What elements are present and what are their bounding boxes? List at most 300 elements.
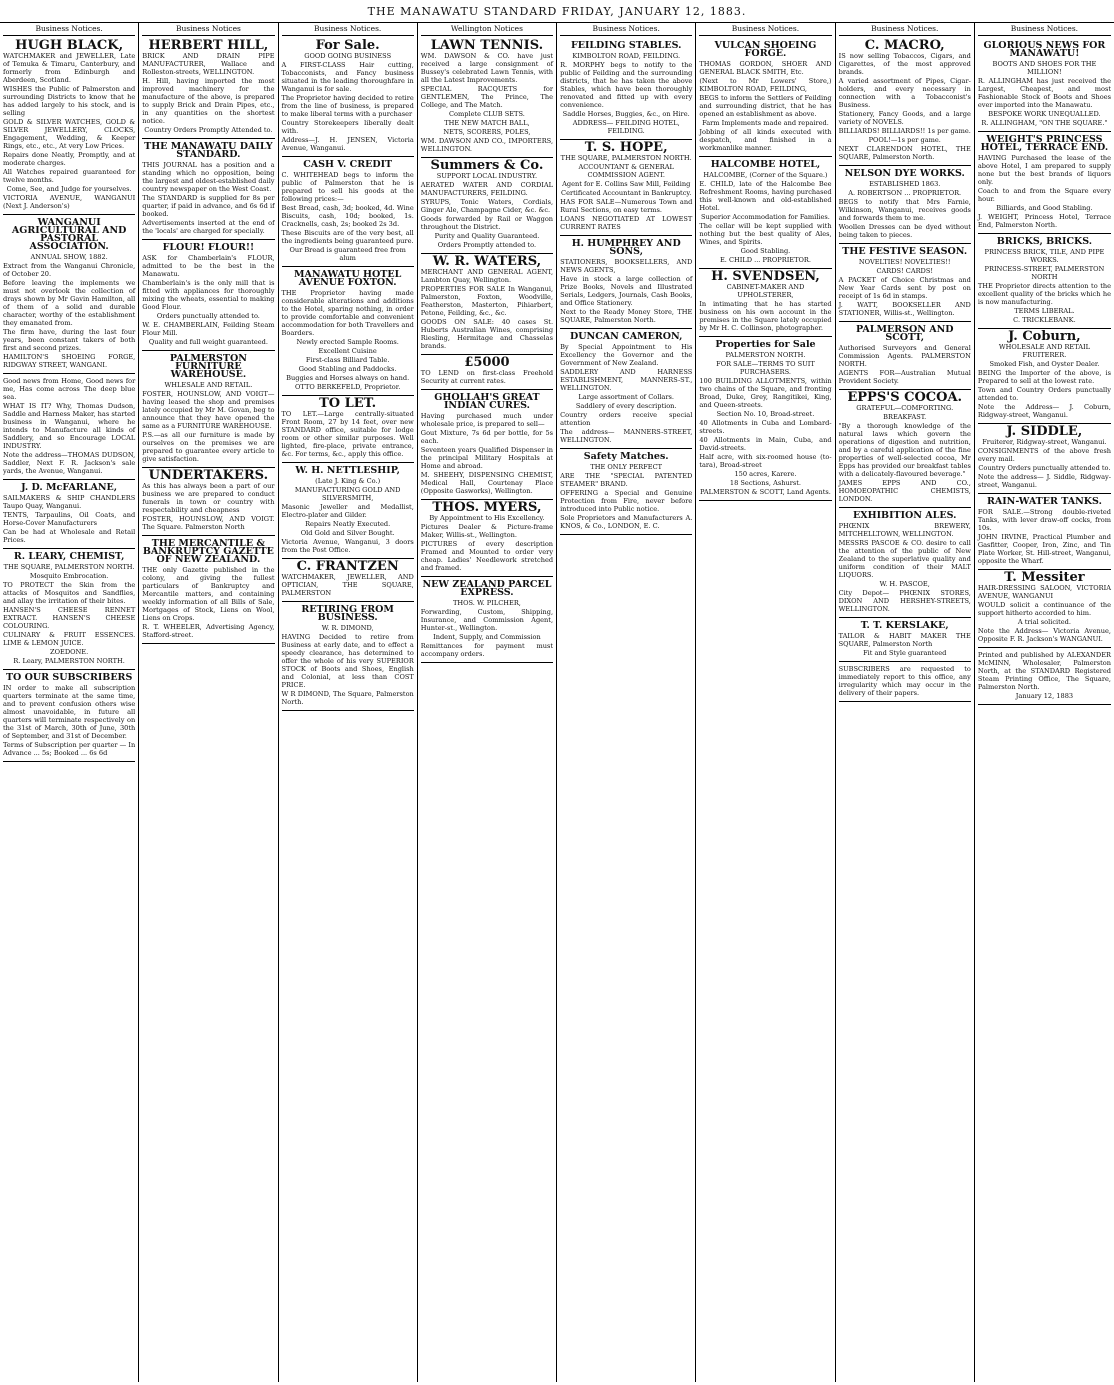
ad-text: HAVING Decided to retire from Business at early date, and to effect a speedy clearance, has determined to offer the whole of his very SUPERIOR STOCK of Boots and Shoes, English and Colonial, at less than COST PRICE. (281, 633, 414, 689)
column-header: Business Notices. (978, 23, 1111, 36)
column-header: Business Notices. (699, 23, 831, 36)
ad-text: THE SQUARE, PALMERSTON NORTH. (560, 154, 692, 162)
ad-text: Certificated Accountant in Bankruptcy. (561, 189, 692, 197)
advertisement (282, 602, 414, 711)
ad-title: PALMERSON AND SCOTT, (855, 324, 954, 343)
advertisement (978, 648, 1111, 705)
ad-text: Country Orders Promptly Attended to. (144, 126, 273, 134)
ad-title: J. Coburn, (1008, 329, 1081, 344)
advertisement (282, 267, 414, 396)
ad-text: Orders Promptly attended to. (437, 241, 537, 249)
ad-text: HANSEN'S CHEESE RENNET EXTRACT. HANSEN'S CHEESE COLOURING. (3, 606, 136, 630)
ad-text: ASK for Chamberlain's FLOUR, admitted to be the best in the Manawatu. (142, 254, 275, 278)
column-header: Business Notices. (839, 23, 971, 36)
ad-title: J. D. McFARLANE, (21, 482, 118, 493)
ad-text: AERATED WATER AND CORDIAL MANUFACTURERS, FEILDING. (420, 181, 554, 197)
ad-text: Country Storekeepers liberally dealt with. (281, 119, 414, 135)
ad-text: Fruiterer, Ridgway-street, Wanganui. (982, 438, 1107, 446)
ad-text: TO LEND on first-class Freehold Security at current rates. (420, 369, 554, 385)
ad-text: Billiards, and Good Stabling. (996, 204, 1093, 212)
ad-text: MANUFACTURING GOLD AND SILVERSMITH, (294, 486, 401, 502)
ad-text: Extract from the Wanganui Chronicle, of October 20. (3, 262, 136, 278)
advertisement (560, 449, 692, 535)
ad-title: HALCOMBE HOTEL, (710, 159, 821, 170)
ad-text: Mosquito Embrocation. (29, 572, 109, 580)
advertisement (421, 38, 553, 158)
ad-title: WANGANUI AGRICULTURAL AND PASTORAL ASSOCIATION. (11, 217, 127, 252)
ad-text: STATIONERS, BOOKSELLERS, AND NEWS AGENTS, (560, 258, 693, 274)
advertisement (142, 468, 274, 536)
ad-text: Victoria Avenue, Wanganui, 3 doors from the Post Office. (281, 538, 414, 554)
ad-text: PHŒNIX BREWERY, MITCHELLTOWN, WELLINGTON. (838, 522, 971, 538)
ad-title: FEILDING STABLES. (570, 40, 682, 51)
ad-text: THE only Gazette published in the colony, and giving the fullest particulars of Bankruptcy and Mercantile matters, and containing weekly information of all Bills of Sale, Mortgages of Stock, Liens on Wool, Liens on Crops. (142, 566, 275, 622)
ad-text: WM. DAWSON & CO. have just received a large consignment of Bussey's celebrated Lawn Tennis, with all the Latest Improvements. (420, 52, 554, 84)
ad-text: R. T. WHEELER, Advertising Agency, Stafford-street. (142, 623, 275, 639)
ad-text: BRICK AND DRAIN PIPE MANUFACTURER, Wallace and Rolleston-streets, WELLINGTON. (142, 52, 275, 76)
ad-text: By Special Appointment to His Excellency the Governor and the Government of New Zealand. (560, 343, 693, 367)
ad-title: Safety Matches. (583, 451, 669, 462)
ad-title: UNDERTAKERS. (148, 468, 269, 483)
ad-text: E. CHILD ... PROPRIETOR. (719, 256, 811, 264)
ad-text: THE ONLY PERFECT (590, 463, 663, 471)
ad-text: Best Bread, cash, 3d; booked, 4d. Wine Biscuits, cash, 10d; booked, 1s. Cracknells, cash, 2s; booked 2s 3d. (281, 204, 414, 228)
ad-text: NOVELTIES! NOVELTIES!! (858, 258, 951, 266)
ad-text: FOSTER, HOUNSLOW, AND VOIGT—having leased the shop and premises lately occupied by Mr M. Govan, beg to announce that they have opened the same as a FURNITURE WAREHOUSE. (142, 390, 275, 430)
ad-text: HAVING Purchased the lease of the above Hotel, I am prepared to supply none but the best brands of liquors only. (977, 154, 1111, 186)
ad-text: Printed and published by ALEXANDER McMINN, Wholesaler, Palmerston North, at the STANDARD Registered Steam Printing Office, The Square, Palmerston North. (977, 651, 1111, 691)
ad-text: Large assortment of Collars. (578, 393, 674, 401)
ad-text: Town and Country Orders punctually attended to. (977, 386, 1111, 402)
advertisement (142, 240, 274, 351)
ad-title: NEW ZEALAND PARCEL EXPRESS. (422, 579, 552, 598)
advertisement (978, 38, 1111, 132)
ad-text: THE NEW MATCH BALL, (444, 119, 530, 127)
ad-text: PRINCESS BRICK, TILE, AND PIPE WORKS. (984, 248, 1105, 264)
ad-text: SADDLERY AND HARNESS ESTABLISHMENT, MANNERS-ST., WELLINGTON. (560, 368, 693, 392)
ad-title: T. Messiter (1004, 570, 1085, 585)
ad-title: T. T. KERSLAKE, (860, 620, 949, 631)
column-1 (0, 23, 139, 1382)
ad-text: HALCOMBE, (Corner of the Square.) (703, 171, 828, 179)
ad-text: ESTABLISHED 1863. (869, 180, 941, 188)
advertisement (699, 269, 831, 337)
ad-text: Masonic Jeweller and Medallist, Electro-plater and Gilder. (281, 503, 414, 519)
ad-text: GOOD GOING BUSINESS (304, 52, 392, 60)
column-2 (139, 23, 278, 1382)
ad-text: TAILOR & HABIT MAKER THE SQUARE, Palmerston North (838, 632, 971, 648)
advertisement (282, 463, 414, 559)
advertisement (421, 390, 553, 500)
ad-title: PALMERSTON FURNITURE WAREHOUSE. (169, 353, 247, 380)
ad-text: City Depot— PHŒNIX STORES, DIXON AND HERSHEY-STREETS, WELLINGTON. (838, 589, 971, 613)
ad-text: 100 BUILDING ALLOTMENTS, within two chains of the Square, and fronting Broad, Duke, Grey, Rangitikei, King, and Queen-streets. (699, 377, 832, 409)
ad-text: ACCOUNTANT & GENERAL COMMISSION AGENT. (578, 163, 674, 179)
ad-text: Buggies and Horses always on hand. (286, 374, 410, 382)
ad-text: ARE THE "SPECIAL PATENTED STEAMER" BRAND. (560, 472, 693, 488)
ad-text: 40 Allotments in Main, Cuba, and David-streets. (699, 436, 832, 452)
column-7 (836, 23, 975, 1382)
ad-text: ANNUAL SHOW, 1882. (30, 253, 108, 261)
ad-text: The firm have, during the last four years, been constant takers of both first and second prizes. (3, 328, 136, 352)
advertisement (3, 670, 135, 762)
ad-text: Chamberlain's is the only mill that is fitted with appliances for thoroughly mixing the wheats, essential to making Good Flour. (142, 279, 275, 311)
ad-text: 150 acres, Karere. (734, 470, 797, 478)
ad-text: R. ALLINGHAM, "ON THE SQUARE." (981, 119, 1108, 127)
advertisement (699, 157, 831, 269)
ad-text: THOS. W. PILCHER, (452, 599, 521, 607)
ad-text: Note the address—THOMAS DUDSON, Saddler, Next F. R. Jackson's sale yards, the Avenue, Wanganui. (3, 451, 136, 475)
column-6 (696, 23, 835, 1382)
ad-title: W. H. NETTLESHIP, (295, 465, 400, 476)
ad-title: WEIGHT'S PRINCESS HOTEL, TERRACE END. (980, 134, 1109, 153)
advertisement (3, 480, 135, 549)
column-header: Wellington Notices (421, 23, 553, 36)
column-5 (557, 23, 696, 1382)
ad-text: Country orders receive special attention (560, 411, 693, 427)
ad-text: NETS, SCORERS, POLES, (443, 128, 531, 136)
ad-title: W. R. WATERS, (432, 254, 542, 269)
ad-text: Coach to and from the Square every hour. (977, 187, 1111, 203)
ad-text: GRATEFUL—COMFORTING. (856, 404, 954, 412)
ad-text: J. WEIGHT, Princess Hotel, Terrace End, Palmerston North. (977, 213, 1111, 229)
ad-title: BRICKS, BRICKS. (996, 236, 1093, 247)
ad-text: H. Hill, having imported the most improved machinery for the manufacture of the above, is prepared to supply Brick and Drain Pipes, etc., in any quantities on the shortest notice. (142, 77, 275, 125)
ad-text: THOMAS GORDON, SHOER AND GENERAL BLACK SMITH, Etc. (699, 60, 832, 76)
ad-title: Properties for Sale (715, 339, 816, 350)
ad-text: Woollen Dresses can be dyed without being taken to pieces. (838, 223, 971, 239)
ad-text: A varied assortment of Pipes, Cigar-holders, and every necessary in connection with a Tobacconist's Business. (838, 77, 971, 109)
ad-text: CARDS! CARDS! (876, 267, 933, 275)
ad-title: EPPS'S COCOA. (847, 390, 963, 405)
advertisement (421, 158, 553, 254)
ad-text: Quality and full weight guaranteed. (148, 338, 268, 346)
ad-text: Half acre, with six-roomed house (to-tara), Broad-street (699, 453, 832, 469)
ad-text: Good Stabling and Paddocks. (298, 365, 397, 373)
ad-text: W. H. PASCOE, (879, 580, 930, 588)
ad-title: CASH V. CREDIT (303, 159, 393, 170)
column-4 (418, 23, 557, 1382)
ad-text: PROPERTIES FOR SALE In Wanganui, Palmerston, Foxton, Woodville, Featherston, Masterton, Pihiarbert, Petone, Feilding, &c., &c. (420, 285, 554, 317)
advertisement (560, 236, 692, 329)
masthead: THE MANAWATU STANDARD FRIDAY, JANUARY 12, 1883. (0, 0, 1114, 23)
ad-text: Authorised Surveyors and General Commission Agents. PALMERSTON NORTH. (838, 344, 971, 368)
ad-text: Saddlery of every description. (575, 402, 677, 410)
ad-text: The Proprietor having decided to retire from the line of business, is prepared to make liberal terms with a purchaser (281, 94, 414, 118)
advertisement (421, 500, 553, 577)
ad-text: Smoked Fish, and Oyster Dealer. (989, 360, 1100, 368)
ad-text: HAS FOR SALE—Numerous Town and Rural Sections, on easy terms. (560, 198, 693, 214)
ad-text: Superior Accommodation for Families. (701, 213, 830, 221)
ad-text: POOL!—1s per game. (868, 136, 941, 144)
ad-text: These Biscuits are of the very best, all the ingredients being guaranteed pure. (281, 229, 414, 245)
advertisement (282, 38, 414, 157)
ad-text: Gout Mixture, 7s 6d per bottle, for 5s each. (420, 429, 554, 445)
ad-text: SPECIAL RACQUETS for GENTLEMEN, The Prince, The College, and The Match. (420, 85, 554, 109)
ad-text: KIMBOLTON ROAD, FEILDING. (572, 52, 681, 60)
ad-text: W R DIMOND, The Square, Palmerston North. (281, 690, 414, 706)
ad-text: THE Proprietor having made considerable alterations and additions to the Hotel, sparing nothing, in order to provide comfortable and convenient accommodation for both Travellers and Boarders. (281, 289, 414, 337)
advertisement (839, 166, 971, 244)
ad-text: CULINARY & FRUIT ESSENCES. LIME & LEMON JUICE. (3, 631, 136, 647)
ad-text: SUPPORT LOCAL INDUSTRY. (436, 172, 538, 180)
ad-text: Good Stabling. (740, 247, 791, 255)
ad-text: First-class Billiard Table. (305, 356, 390, 364)
ad-title: VULCAN SHOEING FORGE. (714, 40, 817, 59)
advertisement (421, 577, 553, 663)
ad-title: Summers & Co. (430, 158, 544, 173)
ad-text: BOOTS AND SHOES FOR THE MILLION! (992, 60, 1097, 76)
ad-text: PRINCESS-STREET, PALMERSTON NORTH (984, 265, 1105, 281)
ad-text: IS now selling Tobaccos, Cigars, and Cigarettes, of the most approved brands. (838, 52, 971, 76)
ad-text: LOANS NEGOTIATED AT LOWEST CURRENT RATES (560, 215, 693, 231)
ad-text: Repairs Neatly Executed. (305, 520, 391, 528)
ad-text: SYRUPS, Tonic Waters, Cordials, Ginger Ale, Champagne Cider, &c. &c. (420, 198, 554, 214)
ad-text: J. WATT, BOOKSELLER AND STATIONER, Willis-st., Wellington. (838, 301, 971, 317)
advertisement (839, 38, 971, 166)
ad-text: WATCHMAKER and JEWELLER, Late of Temuka & Timaru, Canterbury, and formerly from Edinburgh and Aberdeen, Scotland. (3, 52, 136, 84)
ad-text: TENTS, Tarpaulins, Oil Coats, and Horse-Cover Manufacturers (3, 511, 136, 527)
ad-text: Purity and Quality Guaranteed. (434, 232, 540, 240)
ad-text: PICTURES of every description Framed and Mounted to order very cheap. Ladies' Needlework stretched and framed. (420, 540, 554, 572)
ad-text: ZOEDONE. (50, 648, 89, 656)
ad-text: Agent for E. Collins Saw Mill, Feilding (562, 180, 691, 188)
ad-text: JAMES EPPS AND CO., HOMOEOPATHIC CHEMISTS, LONDON. (838, 479, 971, 503)
ad-title: THE MERCANTILE & BANKRUPTCY GAZETTE OF NEW ZEALAND. (142, 538, 274, 565)
ad-text: BILLIARDS! BILLIARDS!! 1s per game. (838, 127, 971, 135)
ad-text: The cellar will be kept supplied with nothing but the best quality of Ales, Wines, and Spirits. (699, 222, 832, 246)
ad-text: WM. DAWSON AND CO., IMPORTERS, WELLINGTON. (420, 137, 554, 153)
ad-text: Come, See, and Judge for yourselves. (6, 185, 132, 193)
ad-text: HAIR-DRESSING SALOON, VICTORIA AVENUE, WANGANUI (977, 584, 1111, 600)
ad-text: Can be had at Wholesale and Retail Prices. (3, 528, 136, 544)
ad-text: FOSTER, HOUNSLOW, AND VOIGT. The Square. Palmerston North (142, 515, 275, 531)
ad-text: THIS JOURNAL has a position and a standing which no opposition, being the largest and oldest-established daily country newspaper on the West Coast. (142, 161, 275, 193)
ad-text: Note the Address— Victoria Avenue, Opposite F. R. Jackson's WANGANUI. (977, 627, 1111, 643)
ad-title: DUNCAN CAMERON, (570, 331, 683, 342)
ad-text: AGENTS FOR—Australian Mutual Provident Society. (838, 369, 971, 385)
ad-text: P.S.—as all our furniture is made by ourselves on the premises we are prepared to guarantee every article to give satisfaction. (142, 431, 275, 463)
advertisement (142, 139, 274, 240)
ad-text: Address—J. H. JENSEN, Victoria Avenue, Wanganui. (281, 136, 414, 152)
advertisement (699, 38, 831, 157)
ad-text: In intimating that he has started business on his own account in the premises in the Square lately occupied by Mr H. C. Collinson, photographer. (699, 300, 832, 332)
ad-text: Have in stock a large collection of Prize Books, Novels and Illustrated Serials, Ledgers, Journals, Cash Books, and Office Stationery. (560, 275, 693, 307)
ad-text: E. CHILD, late of the Halcombe Bee Refreshment Rooms, having purchased this well-known and old-established Hotel. (699, 180, 832, 212)
ad-title: H. SVENDSEN, (711, 269, 820, 284)
ad-text: "By a thorough knowledge of the natural laws which govern the operations of digestion and nutrition, and by a careful application of the fine properties of well-selected cocoa, Mr Epps has provided our breakfast tables with a delicately-flavoured beverage." (838, 422, 971, 478)
ad-text: PALMERSTON & SCOTT, Land Agents. (700, 488, 831, 496)
column-header: Business Notices. (3, 23, 135, 36)
advertisement (3, 374, 135, 480)
advertisement (839, 322, 971, 390)
ad-text: A trial solicited. (1017, 618, 1071, 626)
advertisement (142, 536, 274, 644)
advertisement (978, 424, 1111, 494)
ad-title: GLORIOUS NEWS FOR MANAWATU! (983, 40, 1106, 59)
ad-text: HAMILTON'S SHOEING FORGE, RIDGWAY STREET, WANGANI. (3, 353, 136, 369)
advertisement (421, 355, 553, 390)
ad-text: TO LET.—Large centrally-situated Front Room, 27 by 14 feet, over new STANDARD office, suitable for lodge room or other similar purposes. Well lighted, fire-place, private entrance, &c. For terms, &c., apply this office. (281, 410, 414, 458)
ad-text: WHLESALE AND RETAIL. (164, 381, 253, 389)
ad-text: SUBSCRIBERS are requested to immediately report to this office, any irregularity which may occur in the delivery of their papers. (838, 665, 971, 697)
advertisement (560, 38, 692, 140)
ad-text: CABINET-MAKER AND UPHOLSTERER, (726, 283, 805, 299)
ad-text: Remittances for payment must accompany orders. (420, 642, 554, 658)
ad-text: Section No. 10, Broad-street. (716, 410, 815, 418)
ad-text: By Appointment to His Excellency. (429, 514, 545, 522)
advertisement (282, 396, 414, 463)
ad-text: R. MORPHY begs to notify to the public of Feilding and the surrounding districts, that he has taken the above Stables, which have been thoroughly renovated and fitted up with every convenience. (560, 61, 693, 109)
ad-text: Our Bread is guaranteed free from alum (289, 246, 406, 262)
ad-text: Old Gold and Silver Bought. (300, 529, 395, 537)
ad-title: RETIRING FROM BUSINESS. (301, 604, 394, 623)
ad-title: FLOUR! FLOUR!! (162, 242, 255, 253)
advertisement (421, 254, 553, 355)
ad-text: Advertisements inserted at the end of the 'locals' are charged for specially. (142, 219, 275, 235)
ad-text: A FIRST-CLASS Hair cutting, Tobacconists, and Fancy business situated in the leading thoroughfare in Wanganui is for sale. (281, 61, 414, 93)
ad-text: IN order to make all subscription quarters terminate at the same time, and to prevent confusion others wise almost unavoidable, in future all quarters will terminate respectively on the 31st of March, 30th of June, 30th of September, and 31st of December. (3, 684, 136, 740)
ad-text: M. SHEEHY, DISPENSING CHEMIST, Medical Hall, Courtenay Place (Opposite Gasworks), Wellington. (420, 471, 554, 495)
ad-text: Jobbing of all kinds executed with despatch, and finished in a workmanlike manner. (699, 128, 832, 152)
advertisement (560, 140, 692, 236)
ad-title: For Sale. (315, 38, 380, 53)
ad-text: Stationery, Fancy Goods, and a large variety of NOVELS. (838, 110, 971, 126)
ad-title: THE FESTIVE SEASON. (842, 246, 968, 257)
ad-text: WHAT IS IT? Why, Thomas Dudson, Saddle and Harness Maker, has started business in Wanganui, where he intends to Manufacture all kinds of Saddlery, and so Encourage LOCAL INDUSTRY. (3, 402, 136, 450)
ad-text: NEXT CLARENDON HOTEL, THE SQUARE, Palmerston North. (838, 145, 971, 161)
ad-text: Complete CLUB SETS. (449, 110, 525, 118)
advertisement (978, 570, 1111, 648)
ad-text: TO PROTECT the Skin from the attacks of Mosquitos and Sandflies, and allay the irritation of their bites. (3, 581, 136, 605)
ad-text: Seventeen years Qualified Dispenser in the principal Military Hospitals at Home and abroad. (420, 446, 554, 470)
ad-title: R. LEARY, CHEMIST, (13, 551, 125, 562)
ad-text: OTTO BERKEFELD, Proprietor. (295, 383, 401, 391)
ad-text: Country Orders punctually attended to. (978, 464, 1111, 472)
ad-title: THOS. MYERS, (432, 500, 542, 515)
advertisement (282, 559, 414, 602)
advertisement (699, 337, 831, 501)
ad-text: Good news from Home, Good news for me, Has come across The deep blue sea. (3, 377, 136, 401)
advertisement (839, 508, 971, 618)
advertisement (978, 329, 1111, 424)
ad-text: Excellent Cuisine (318, 347, 377, 355)
ad-text: PALMERSTON NORTH. (725, 351, 806, 359)
ad-text: (Next to Mr Lowers' Store,) KIMBOLTON ROAD, FEILDING, (699, 77, 832, 93)
ad-text: (Late J. King & Co.) (315, 477, 381, 485)
ad-text: TERMS LIBERAL. (1014, 307, 1075, 315)
advertisement (142, 351, 274, 468)
advertisement (978, 132, 1111, 234)
ad-text: Newly erected Sample Rooms. (296, 338, 399, 346)
advertisement (839, 390, 971, 508)
ad-title: T. S. HOPE, (584, 140, 668, 155)
newspaper-page (0, 23, 1114, 1382)
ad-text: Before leaving the implements we must not overlook the collection of drays shown by Mr Gavin Hamilton, all of them of a solid and durable character, worthy of the establishment they emanated from. (3, 279, 136, 327)
ad-title: J. SIDDLE, (1006, 424, 1083, 439)
ad-text: Sole Proprietors and Manufacturers A. KNOS, & Co., LONDON, E. C. (560, 514, 693, 530)
ad-text: OFFERING a Special and Genuine Protection from Fire, never before introduced into Public notice. (560, 489, 693, 513)
ad-text: Orders punctually attended to. (156, 312, 260, 320)
ad-title: THE MANAWATU DAILY STANDARD. (144, 141, 273, 160)
ad-text: Note the address— J. Siddle, Ridgway-street, Wanganui. (977, 473, 1111, 489)
ad-text: A PACKET of Choice Christmas and New Year Cards sent by post on receipt of 1s 6d in stamps. (838, 276, 971, 300)
advertisement (839, 662, 971, 702)
ad-text: 40 Allotments in Cuba and Lombard-streets. (699, 419, 832, 435)
column-header: Business Notices. (282, 23, 414, 36)
ad-text: FOR SALE.—Strong double-riveted Tanks, with lever draw-off cocks, from 10s. (977, 508, 1111, 532)
ad-text: BREAKFAST. (883, 413, 927, 421)
column-header: Business Notices (142, 23, 274, 36)
advertisement (3, 38, 135, 215)
ad-text: The STANDARD is supplied for 8s per quarter, if paid in advance, and 6s 6d if booked. (142, 194, 275, 218)
ad-text: GOLD & SILVER WATCHES, GOLD & SILVER JEWELLERY, CLOCKS, Engagement, Wedding, & Keeper Rings, etc., etc., At very Low Prices. (3, 118, 136, 150)
ad-text: BEGS to notify that Mrs Farnie, Wilkinson, Wanganui, receives goods and forwards them to me. (838, 198, 971, 222)
ad-title: RAIN-WATER TANKS. (986, 496, 1102, 507)
ad-text: January 12, 1883 (1015, 692, 1074, 700)
ad-text: Having purchased much under wholesale price, is prepared to sell— (420, 412, 554, 428)
ad-title: TO OUR SUBSCRIBERS (5, 672, 133, 683)
ad-text: CONSIGNMENTS of the above fresh every mail. (977, 447, 1111, 463)
ad-text: As this has always been a part of our business we are prepared to conduct funerals in town or country with respectability and cheapness (142, 482, 275, 514)
ad-text: C. WHITEHEAD begs to inform the public of Palmerston that he is prepared to sell his goods at the following prices:— (281, 171, 414, 203)
advertisement (3, 215, 135, 374)
ad-text: MESSRS PASCOE & CO. desire to call the attention of the public of New Zealand to the superlative quality and uniform condition of their MALT LIQUORS. (838, 539, 971, 579)
ad-title: HUGH BLACK, (15, 38, 124, 53)
ad-text: GOODS ON SALE: 40 cases St. Huberts Australian Wines, comprising Riesling, Hermitage and Chasselas brands. (420, 318, 554, 350)
ad-text: The address— MANNERS-STREET, WELLINGTON. (560, 428, 693, 444)
column-header: Business Notices. (560, 23, 692, 36)
ad-text: BEING the Importer of the above, is Prepared to sell at the lowest rate. (977, 369, 1111, 385)
ad-text: BESPOKE WORK UNEQUALLED. (988, 110, 1101, 118)
ad-text: WATCHMAKER, JEWELLER, AND OPTICIAN, THE SQUARE, PALMERSTON (281, 573, 414, 597)
advertisement (978, 234, 1111, 329)
ad-title: GHOLLAH'S GREAT INDIAN CURES. (434, 392, 540, 411)
ad-title: HERBERT HILL, (148, 38, 269, 53)
ad-text: Repairs done Neatly, Promptly, and at moderate charges. (3, 151, 136, 167)
ad-text: Indent, Supply, and Commission (433, 633, 541, 641)
ad-text: WISHES the Public of Palmerston and surrounding Districts to know that he has added largely to his stock, and is selling (3, 85, 136, 117)
ad-text: All Watches repaired guaranteed for twelve months. (3, 168, 136, 184)
ad-title: MANAWATU HOTEL AVENUE FOXTON. (294, 269, 402, 288)
ad-text: R. ALLINGHAM has just received the Largest, Cheapest, and most Fashionable Stock of Boots and Shoes ever imported into the Manawatu. (977, 77, 1111, 109)
ad-text: R. Leary, PALMERSTON NORTH. (13, 657, 125, 665)
advertisement (978, 494, 1111, 570)
ad-text: Next to the Ready Money Store, THE SQUARE, Palmerston North. (560, 308, 693, 324)
ad-text: Goods forwarded by Rail or Waggon throughout the District. (420, 215, 554, 231)
ad-text: W. E. CHAMBERLAIN, Feilding Steam Flour Mill. (142, 321, 275, 337)
ad-title: C. FRANTZEN (296, 559, 399, 574)
ad-text: W. R. DIMOND, (321, 624, 374, 632)
ad-text: A. ROBERTSON ... PROPRIETOR. (848, 189, 962, 197)
ad-title: H. HUMPHREY AND SONS, (571, 238, 681, 257)
advertisement (142, 38, 274, 139)
ad-text: Pictures Dealer & Picture-frame Maker, Willis-st., Wellington. (420, 523, 554, 539)
ad-text: Fit and Style guaranteed (863, 649, 947, 657)
ad-title: C. MACRO, (864, 38, 945, 53)
ad-text: JOHN IRVINE, Practical Plumber and Gasfitter, Cooper, Iron, Zinc, and Tin Plate Worker, St. Hill-street, Wanganui, opposite the Wharf. (977, 533, 1111, 565)
ad-title: NELSON DYE WORKS. (844, 168, 965, 179)
ad-title: £5000 (464, 355, 510, 370)
advertisement (839, 618, 971, 662)
ad-text: WHOLESALE AND RETAIL FRUITERER. (998, 343, 1091, 359)
ad-text: Saddle Horses, Buggies, &c., on Hire. (562, 110, 690, 118)
ad-text: C. TRICKLEBANK. (1013, 316, 1076, 324)
ad-text: SAILMAKERS & SHIP CHANDLERS Taupo Quay, Wanganui. (3, 494, 136, 510)
ad-text: ADDRESS— FEILDING HOTEL, FEILDING. (572, 119, 680, 135)
advertisement (3, 549, 135, 670)
ad-text: Note the Address— J. Coburn, Ridgway-street, Wanganui. (977, 403, 1111, 419)
